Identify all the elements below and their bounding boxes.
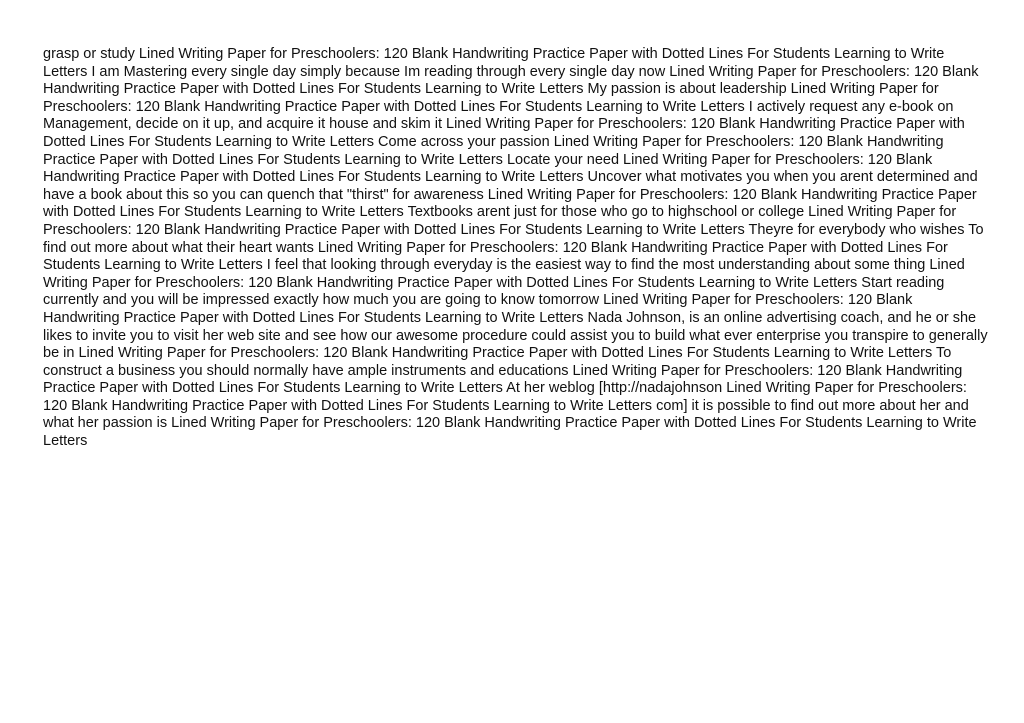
body-paragraph: grasp or study Lined Writing Paper for Preschoolers: 120 Blank Handwriting Practice Paper with Dotted Lines For Students Learning to Write Letters I am Mastering every single day simply because Im reading through every single day now Lined Writing Paper for Preschoolers: 120 Blank Handwriting Practice Paper with Dotted Lines For Students Learning to Write Letters My passion is about leadership Lined Writing Paper for Preschoolers: 120 Blank Handwriting Practice Paper with Dotted Lines For Students Learning to Write Letters I actively request any e-book on Management, decide on it up, and acquire it house and skim it Lined Writing Paper for Preschoolers: 120 Blank Handwriting Practice Paper with Dotted Lines For Students Learning to Write Letters Come across your passion Lined Writing Paper for Preschoolers: 120 Blank Handwriting Practice Paper with Dotted Lines For Students Learning to Write Letters Locate your need Lined Writing Paper for Preschoolers: 120 Blank Handwriting Practice Paper with Dotted Lines For Students Learning to Write Letters Uncover what motivates you when you arent determined and have a book about this so you can quench that "thirst" for awareness Lined Writing Paper for Preschoolers: 120 Blank Handwriting Practice Paper with Dotted Lines For Students Learning to Write Letters Textbooks arent just for those who go to highschool or college Lined Writing Paper for Preschoolers: 120 Blank Handwriting Practice Paper with Dotted Lines For Students Learning to Write Letters Theyre for everybody who wishes To find out more about what their heart wants Lined Writing Paper for Preschoolers: 120 Blank Handwriting Practice Paper with Dotted Lines For Students Learning to Write Letters I feel that looking through everyday is the easiest way to find the most understanding about some thing Lined Writing Paper for Preschoolers: 120 Blank Handwriting Practice Paper with Dotted Lines For Students Learning to Write Letters Start reading currently and you will be impressed exactly how much you are going to know tomorrow Lined Writing Paper for Preschoolers: 120 Blank Handwriting Practice Paper with Dotted Lines For Students Learning to Write Letters Nada Johnson, is an online advertising coach, and he or she likes to invite you to visit her web site and see how our awesome procedure could assist you to build what ever enterprise you transpire to generally be in Lined Writing Paper for Preschoolers: 120 Blank Handwriting Practice Paper with Dotted Lines For Students Learning to Write Letters To construct a business you should normally have ample instruments and educations Lined Writing Paper for Preschoolers: 120 Blank Handwriting Practice Paper with Dotted Lines For Students Learning to Write Letters At her weblog [http://nadajohnson Lined Writing Paper for Preschoolers: 120 Blank Handwriting Practice Paper with Dotted Lines For Students Learning to Write Letters com] it is possible to find out more about her and what her passion is Lined Writing Paper for Preschoolers: 120 Blank Handwriting Practice Paper with Dotted Lines For Students Learning to Write Letters (43, 46, 988, 450)
